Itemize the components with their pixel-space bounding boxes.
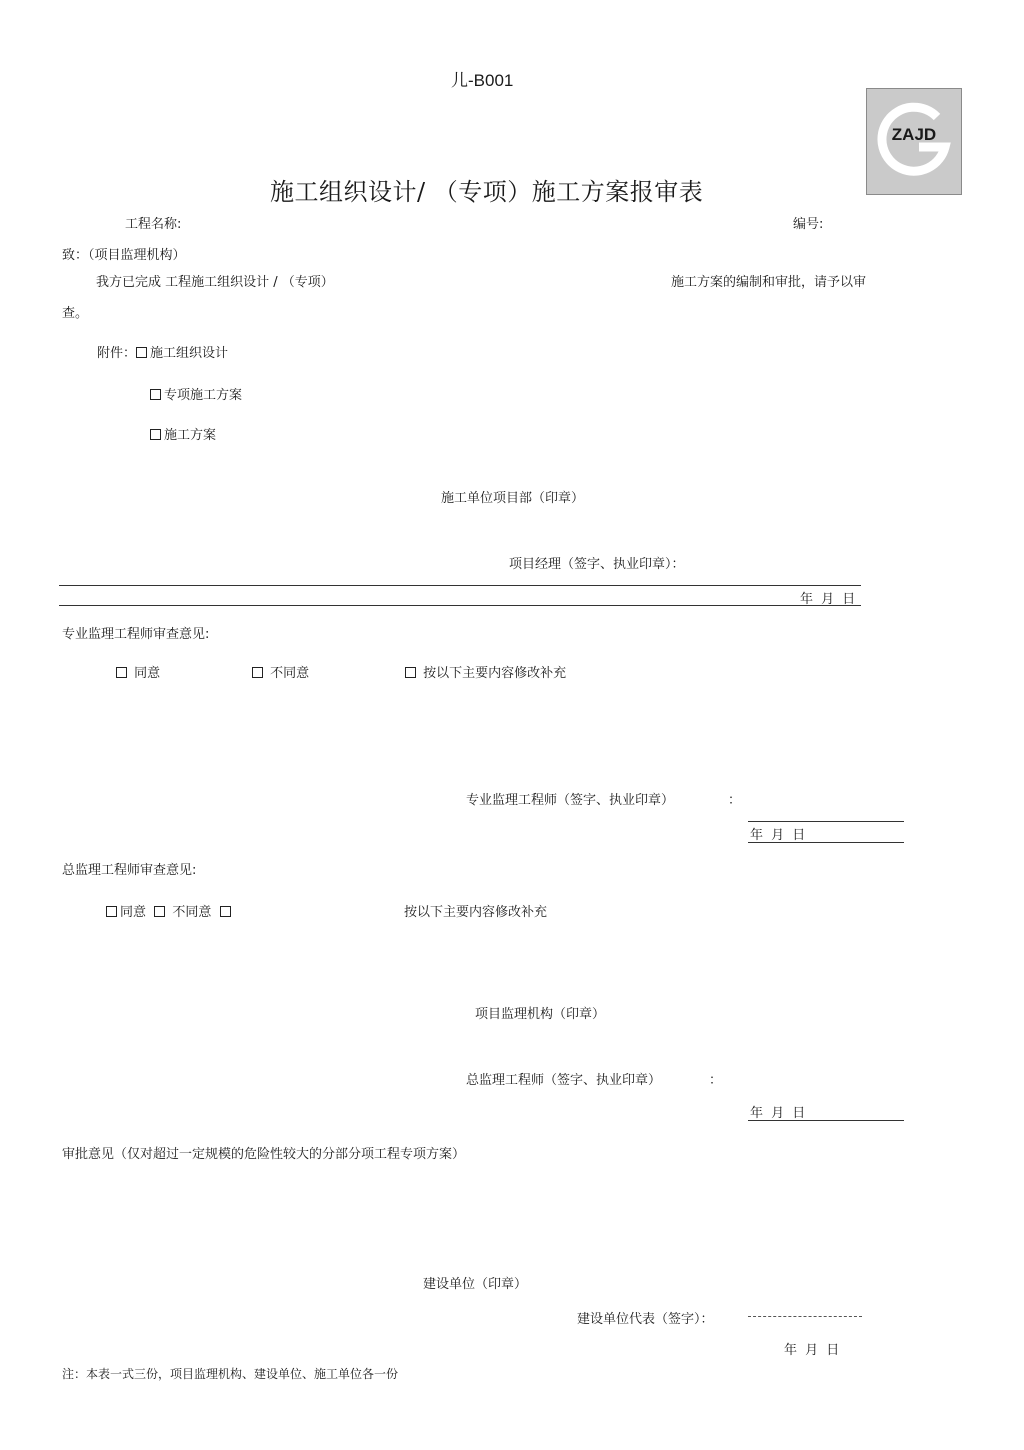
chief-options-row <box>106 901 234 920</box>
checkbox-specialist-disagree[interactable] <box>252 667 263 678</box>
logo-g-icon <box>867 89 961 194</box>
option-label: 按以下主要内容修改补充 <box>423 666 567 681</box>
owner-stamp-label: 建设单位（印章） <box>423 1277 528 1292</box>
attachments-row <box>97 342 228 361</box>
specialist-option-disagree <box>252 662 309 681</box>
checkbox-special-plan[interactable] <box>150 389 161 400</box>
chief-signature-label: 总监理工程师（签字、执业印章） <box>466 1073 662 1088</box>
approval-date: 年 月 日 <box>784 1343 842 1358</box>
option-label: 不同意 <box>172 905 212 920</box>
approval-heading: 审批意见（仅对超过一定规模的危险性较大的分部分项工程专项方案） <box>62 1147 466 1162</box>
chief-signature-colon: ： <box>709 1073 723 1088</box>
attachment-special-plan: 专项施工方案 <box>164 388 243 403</box>
form-code: 儿-B001 <box>451 71 514 90</box>
signature-line <box>748 1120 904 1121</box>
supervision-stamp-label: 项目监理机构（印章） <box>475 1007 606 1022</box>
checkbox-org-design[interactable] <box>136 347 147 358</box>
body-text-part2: 施工方案的编制和审批，请予以审 <box>671 275 867 290</box>
checkbox-specialist-agree[interactable] <box>116 667 127 678</box>
form-title: 施工组织设计/ （专项）施工方案报审表 <box>270 178 704 206</box>
checkbox-construction-plan[interactable] <box>150 429 161 440</box>
checkbox-chief-agree[interactable] <box>106 906 117 917</box>
option-label: 同意 <box>120 905 147 920</box>
serial-number-label: 编号: <box>793 217 824 232</box>
divider-line <box>59 585 861 586</box>
attachment-construction-plan: 施工方案 <box>164 428 217 443</box>
attachment-row-special <box>150 384 242 403</box>
company-logo <box>866 88 962 195</box>
option-label: 不同意 <box>270 666 310 681</box>
signature-line <box>748 842 904 843</box>
specialist-option-revise <box>405 662 566 681</box>
attachments-label: 附件： <box>97 346 137 361</box>
addressee-line: 致：（项目监理机构） <box>62 248 186 263</box>
chief-option-revise-label: 按以下主要内容修改补充 <box>404 905 548 920</box>
specialist-signature-label: 专业监理工程师（签字、执业印章） <box>466 793 675 808</box>
signature-line <box>748 821 904 822</box>
logo-text: ZAJD <box>891 125 937 144</box>
project-name-label: 工程名称: <box>125 217 182 232</box>
chief-date: 年 月 日 <box>750 1106 808 1121</box>
chief-review-heading: 总监理工程师审查意见: <box>62 863 197 878</box>
body-text-part1: 我方已完成 工程施工组织设计 / （专项） <box>96 275 334 290</box>
divider-line <box>59 605 861 606</box>
attachment-row-plan <box>150 424 216 443</box>
checkbox-chief-revise[interactable] <box>220 906 231 917</box>
checkbox-specialist-revise[interactable] <box>405 667 416 678</box>
contractor-stamp-label: 施工单位项目部（印章） <box>441 491 585 506</box>
owner-representative-label: 建设单位代表（签字）： <box>577 1312 714 1327</box>
footnote: 注：本表一式三份，项目监理机构、建设单位、施工单位各一份 <box>62 1367 399 1381</box>
specialist-option-agree <box>116 662 160 681</box>
contractor-date: 年 月 日 <box>800 592 858 607</box>
project-manager-signature-label: 项目经理（签字、执业印章）： <box>509 557 685 572</box>
option-label: 同意 <box>134 666 161 681</box>
signature-dashed-line <box>748 1316 862 1317</box>
specialist-review-heading: 专业监理工程师审查意见: <box>62 627 210 642</box>
checkbox-chief-disagree[interactable] <box>154 906 165 917</box>
body-text-end: 查。 <box>62 306 89 321</box>
specialist-date: 年 月 日 <box>750 828 808 843</box>
specialist-signature-colon: ： <box>728 793 742 808</box>
attachment-org-design: 施工组织设计 <box>150 346 229 361</box>
